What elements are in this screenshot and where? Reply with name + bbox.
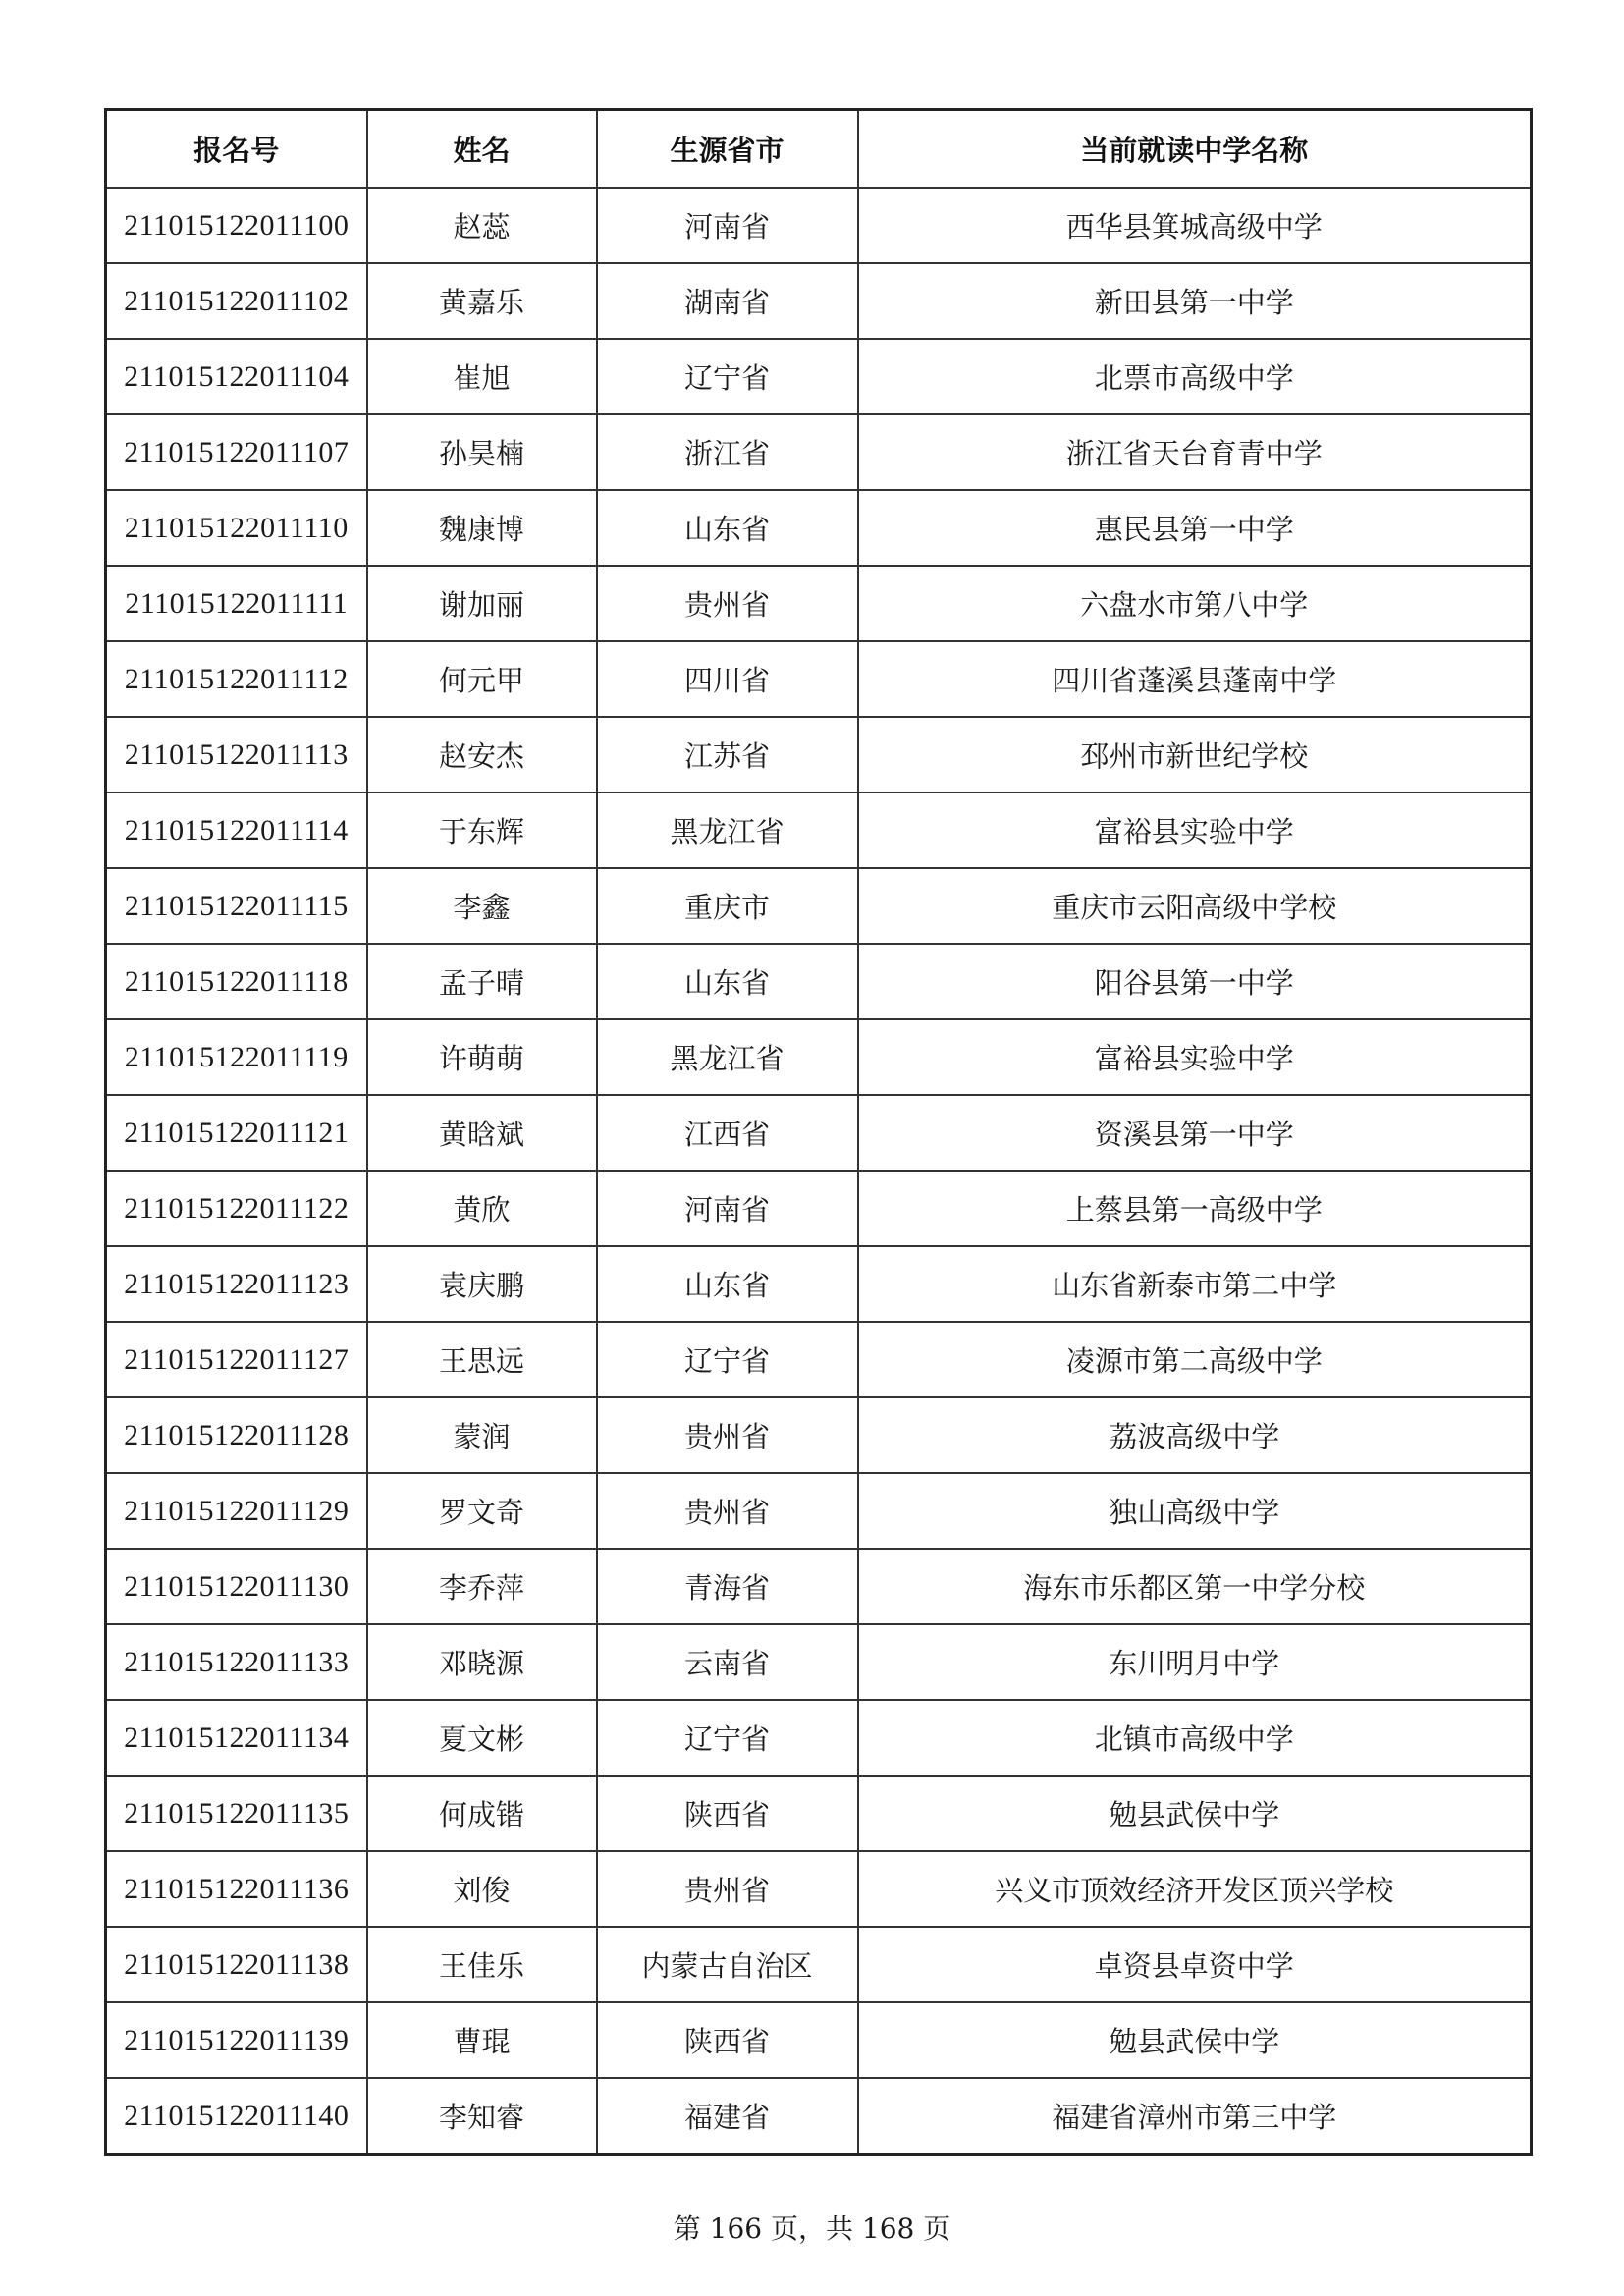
cell-current-school: 卓资县卓资中学 xyxy=(858,1927,1532,2002)
cell-origin-province: 贵州省 xyxy=(597,1397,858,1473)
table-row xyxy=(106,1927,1532,2002)
cell-student-name: 夏文彬 xyxy=(367,1700,597,1776)
cell-origin-province: 陕西省 xyxy=(597,1776,858,1851)
cell-registration-number: 211015122011110 xyxy=(106,490,367,566)
cell-student-name: 曹琨 xyxy=(367,2002,597,2078)
cell-registration-number: 211015122011114 xyxy=(106,793,367,868)
cell-student-name: 孟子晴 xyxy=(367,944,597,1019)
table-row xyxy=(106,1624,1532,1700)
table-row xyxy=(106,1019,1532,1095)
cell-origin-province: 河南省 xyxy=(597,1171,858,1246)
cell-current-school: 北镇市高级中学 xyxy=(858,1700,1532,1776)
cell-registration-number: 211015122011123 xyxy=(106,1246,367,1322)
cell-registration-number: 211015122011127 xyxy=(106,1322,367,1397)
cell-student-name: 罗文奇 xyxy=(367,1473,597,1549)
cell-current-school: 西华县箕城高级中学 xyxy=(858,188,1532,263)
cell-registration-number: 211015122011115 xyxy=(106,868,367,944)
cell-origin-province: 山东省 xyxy=(597,1246,858,1322)
cell-student-name: 黄嘉乐 xyxy=(367,263,597,339)
cell-student-name: 邓晓源 xyxy=(367,1624,597,1700)
table-row xyxy=(106,793,1532,868)
cell-registration-number: 211015122011119 xyxy=(106,1019,367,1095)
page-number-footer xyxy=(0,2208,1624,2247)
cell-student-name: 何成锴 xyxy=(367,1776,597,1851)
cell-student-name: 魏康博 xyxy=(367,490,597,566)
cell-student-name: 谢加丽 xyxy=(367,566,597,641)
cell-origin-province: 黑龙江省 xyxy=(597,1019,858,1095)
table-row xyxy=(106,263,1532,339)
cell-current-school: 海东市乐都区第一中学分校 xyxy=(858,1549,1532,1624)
header-name: 姓名 xyxy=(367,110,597,189)
cell-registration-number: 211015122011122 xyxy=(106,1171,367,1246)
cell-current-school: 阳谷县第一中学 xyxy=(858,944,1532,1019)
header-origin-province: 生源省市 xyxy=(597,110,858,189)
table-row xyxy=(106,868,1532,944)
cell-origin-province: 湖南省 xyxy=(597,263,858,339)
cell-current-school: 富裕县实验中学 xyxy=(858,793,1532,868)
cell-registration-number: 211015122011118 xyxy=(106,944,367,1019)
header-current-school: 当前就读中学名称 xyxy=(858,110,1532,189)
cell-origin-province: 贵州省 xyxy=(597,566,858,641)
cell-registration-number: 211015122011140 xyxy=(106,2078,367,2155)
cell-current-school: 四川省蓬溪县蓬南中学 xyxy=(858,641,1532,717)
cell-origin-province: 陕西省 xyxy=(597,2002,858,2078)
table-row xyxy=(106,1776,1532,1851)
cell-student-name: 袁庆鹏 xyxy=(367,1246,597,1322)
table-row xyxy=(106,1246,1532,1322)
table-row xyxy=(106,2078,1532,2155)
cell-registration-number: 211015122011112 xyxy=(106,641,367,717)
cell-current-school: 兴义市顶效经济开发区顶兴学校 xyxy=(858,1851,1532,1927)
cell-origin-province: 辽宁省 xyxy=(597,339,858,414)
cell-current-school: 上蔡县第一高级中学 xyxy=(858,1171,1532,1246)
cell-origin-province: 内蒙古自治区 xyxy=(597,1927,858,2002)
cell-registration-number: 211015122011138 xyxy=(106,1927,367,2002)
table-row xyxy=(106,717,1532,793)
cell-current-school: 重庆市云阳高级中学校 xyxy=(858,868,1532,944)
cell-registration-number: 211015122011113 xyxy=(106,717,367,793)
cell-origin-province: 江苏省 xyxy=(597,717,858,793)
cell-student-name: 赵蕊 xyxy=(367,188,597,263)
cell-student-name: 黄欣 xyxy=(367,1171,597,1246)
cell-current-school: 东川明月中学 xyxy=(858,1624,1532,1700)
table-header-row xyxy=(106,110,1532,189)
cell-student-name: 王佳乐 xyxy=(367,1927,597,2002)
cell-current-school: 惠民县第一中学 xyxy=(858,490,1532,566)
table-row xyxy=(106,944,1532,1019)
table-row xyxy=(106,1095,1532,1171)
cell-origin-province: 重庆市 xyxy=(597,868,858,944)
cell-registration-number: 211015122011121 xyxy=(106,1095,367,1171)
cell-registration-number: 211015122011129 xyxy=(106,1473,367,1549)
table-row xyxy=(106,641,1532,717)
cell-origin-province: 辽宁省 xyxy=(597,1700,858,1776)
table-row xyxy=(106,566,1532,641)
table-body xyxy=(106,188,1532,2155)
page-number-text: 第 166 页，共 168 页 xyxy=(673,2213,951,2245)
cell-origin-province: 青海省 xyxy=(597,1549,858,1624)
table-row xyxy=(106,1322,1532,1397)
table-row xyxy=(106,1549,1532,1624)
cell-registration-number: 211015122011139 xyxy=(106,2002,367,2078)
cell-student-name: 许萌萌 xyxy=(367,1019,597,1095)
table-row xyxy=(106,1171,1532,1246)
cell-registration-number: 211015122011100 xyxy=(106,188,367,263)
cell-registration-number: 211015122011102 xyxy=(106,263,367,339)
cell-registration-number: 211015122011128 xyxy=(106,1397,367,1473)
cell-origin-province: 福建省 xyxy=(597,2078,858,2155)
cell-student-name: 何元甲 xyxy=(367,641,597,717)
cell-student-name: 李鑫 xyxy=(367,868,597,944)
table-row xyxy=(106,490,1532,566)
cell-registration-number: 211015122011130 xyxy=(106,1549,367,1624)
cell-student-name: 赵安杰 xyxy=(367,717,597,793)
table-row xyxy=(106,1397,1532,1473)
cell-current-school: 山东省新泰市第二中学 xyxy=(858,1246,1532,1322)
cell-student-name: 崔旭 xyxy=(367,339,597,414)
cell-registration-number: 211015122011135 xyxy=(106,1776,367,1851)
cell-student-name: 李知睿 xyxy=(367,2078,597,2155)
cell-current-school: 勉县武侯中学 xyxy=(858,1776,1532,1851)
cell-current-school: 邳州市新世纪学校 xyxy=(858,717,1532,793)
cell-current-school: 浙江省天台育青中学 xyxy=(858,414,1532,490)
cell-current-school: 荔波高级中学 xyxy=(858,1397,1532,1473)
cell-origin-province: 四川省 xyxy=(597,641,858,717)
cell-student-name: 刘俊 xyxy=(367,1851,597,1927)
cell-origin-province: 贵州省 xyxy=(597,1473,858,1549)
cell-origin-province: 江西省 xyxy=(597,1095,858,1171)
cell-origin-province: 辽宁省 xyxy=(597,1322,858,1397)
table-row xyxy=(106,414,1532,490)
cell-origin-province: 山东省 xyxy=(597,490,858,566)
cell-student-name: 蒙润 xyxy=(367,1397,597,1473)
cell-origin-province: 浙江省 xyxy=(597,414,858,490)
cell-student-name: 于东辉 xyxy=(367,793,597,868)
table-row xyxy=(106,188,1532,263)
table-row xyxy=(106,2002,1532,2078)
cell-current-school: 凌源市第二高级中学 xyxy=(858,1322,1532,1397)
cell-origin-province: 黑龙江省 xyxy=(597,793,858,868)
cell-origin-province: 贵州省 xyxy=(597,1851,858,1927)
cell-origin-province: 山东省 xyxy=(597,944,858,1019)
cell-current-school: 六盘水市第八中学 xyxy=(858,566,1532,641)
cell-student-name: 黄晗斌 xyxy=(367,1095,597,1171)
cell-student-name: 李乔萍 xyxy=(367,1549,597,1624)
cell-student-name: 孙昊楠 xyxy=(367,414,597,490)
cell-current-school: 福建省漳州市第三中学 xyxy=(858,2078,1532,2155)
cell-current-school: 富裕县实验中学 xyxy=(858,1019,1532,1095)
cell-registration-number: 211015122011104 xyxy=(106,339,367,414)
cell-current-school: 勉县武侯中学 xyxy=(858,2002,1532,2078)
cell-current-school: 北票市高级中学 xyxy=(858,339,1532,414)
header-registration-number: 报名号 xyxy=(106,110,367,189)
table-row xyxy=(106,1473,1532,1549)
student-roster-table xyxy=(104,108,1533,2156)
cell-current-school: 新田县第一中学 xyxy=(858,263,1532,339)
table-row xyxy=(106,1700,1532,1776)
cell-origin-province: 云南省 xyxy=(597,1624,858,1700)
cell-registration-number: 211015122011133 xyxy=(106,1624,367,1700)
table-row xyxy=(106,1851,1532,1927)
cell-registration-number: 211015122011107 xyxy=(106,414,367,490)
cell-registration-number: 211015122011134 xyxy=(106,1700,367,1776)
cell-student-name: 王思远 xyxy=(367,1322,597,1397)
cell-current-school: 资溪县第一中学 xyxy=(858,1095,1532,1171)
table-row xyxy=(106,339,1532,414)
cell-current-school: 独山高级中学 xyxy=(858,1473,1532,1549)
cell-registration-number: 211015122011136 xyxy=(106,1851,367,1927)
cell-origin-province: 河南省 xyxy=(597,188,858,263)
cell-registration-number: 211015122011111 xyxy=(106,566,367,641)
